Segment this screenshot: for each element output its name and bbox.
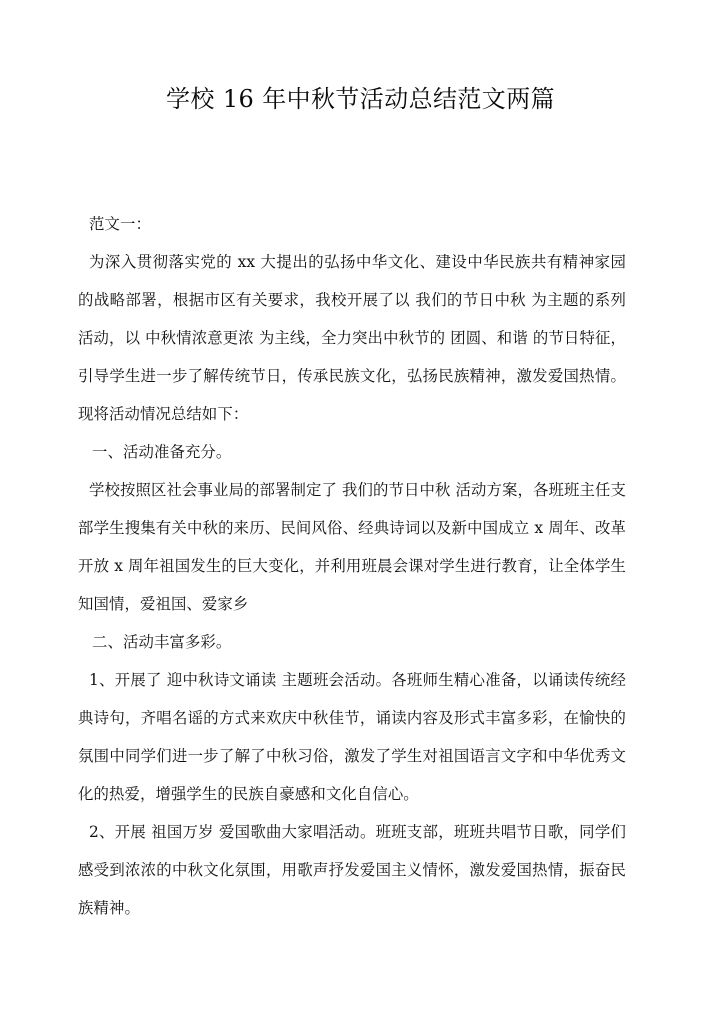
paragraph-intro: 为深入贯彻落实党的 xx 大提出的弘扬中华文化、建设中华民族共有精神家园的战略部署，根据市区有关要求，我校开展了以 我们的节日中秋 为主题的系列活动，以 中秋情浓意更浓 为主线，全力突出中秋节的 团圆、和谐 的节日特征，引导学生进一步了解传统节日，传承民族文化，弘扬民族精神，激发爱国热情。现将活动情况总结如下： xyxy=(78,253,626,423)
paragraph-item-one: 1、开展了 迎中秋诗文诵读 主题班会活动。各班师生精心准备，以诵读传统经典诗句，齐唱名谣的方式来欢庆中秋佳节，诵读内容及形式丰富多彩，在愉快的氛围中同学们进一步了解了中秋习俗，激发了学生对祖国语言文字和中华优秀文化的热爱，增强学生的民族自豪感和文化自信心。 xyxy=(78,671,626,803)
document-body xyxy=(78,205,626,927)
page-title: 学校 16 年中秋节活动总结范文两篇 xyxy=(166,85,555,113)
paragraph-section-one-body: 学校按照区社会事业局的部署制定了 我们的节日中秋 活动方案，各班班主任支部学生搜集有关中秋的来历、民间风俗、经典诗词以及新中国成立 x 周年、改革开放 x 周年祖国发生的巨大变化，并利用班晨会课对学生进行教育，让全体学生知国情，爱祖国、爱家乡 xyxy=(78,481,626,613)
paragraph-section-two-heading: 二、活动丰富多彩。 xyxy=(92,633,232,651)
paragraph-fanwen-label: 范文一： xyxy=(89,215,151,233)
paragraph-item-two: 2、开展 祖国万岁 爱国歌曲大家唱活动。班班支部，班班共唱节日歌，同学们感受到浓浓的中秋文化氛围，用歌声抒发爱国主义情怀，激发爱国热情，振奋民族精神。 xyxy=(78,823,626,917)
paragraph-section-one-heading: 一、活动准备充分。 xyxy=(92,443,232,461)
